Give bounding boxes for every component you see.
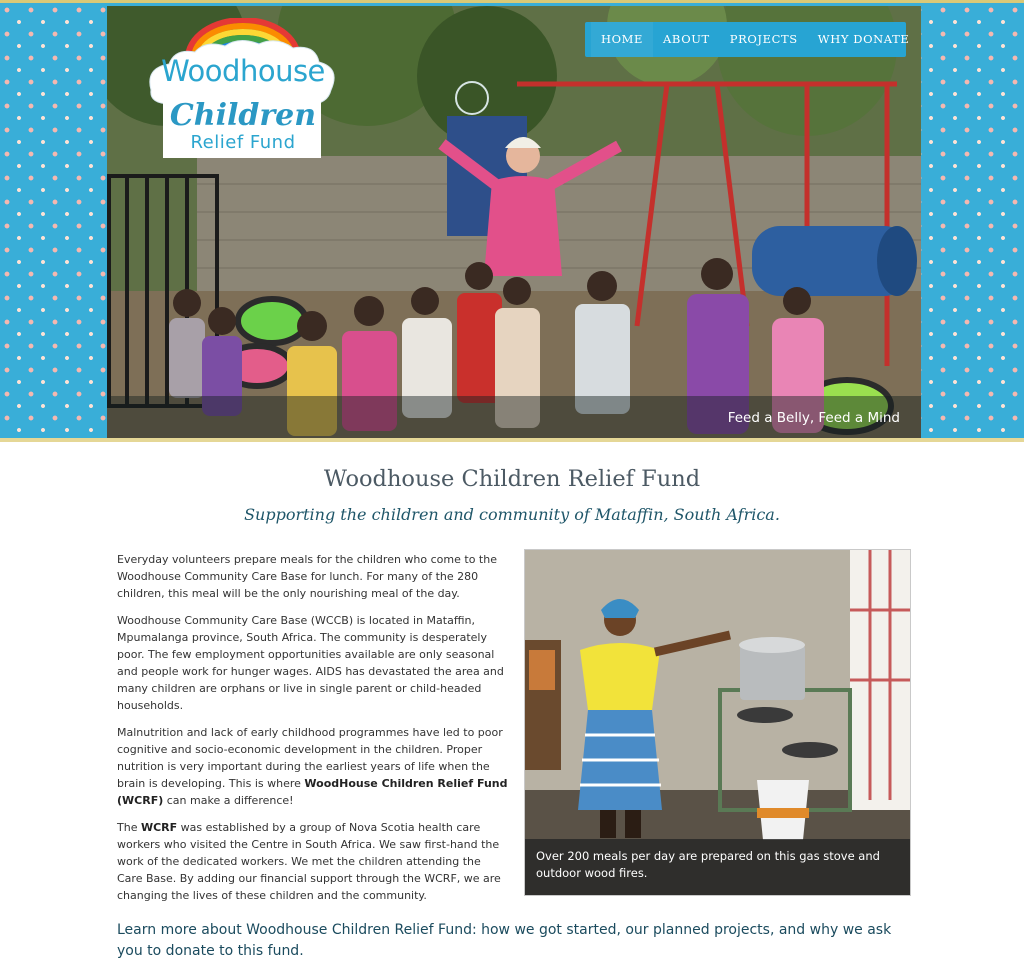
paragraph-founding	[117, 819, 509, 904]
nav-about[interactable]: ABOUT	[663, 32, 710, 46]
nav-why-donate[interactable]: WHY DONATE	[817, 32, 910, 46]
logo-text-relief-fund: Relief Fund	[190, 132, 296, 153]
logo-text-woodhouse: Woodhouse	[161, 54, 325, 88]
paragraph-text: can make a difference!	[163, 794, 294, 807]
logo-text-children: Children	[169, 98, 317, 133]
page-title: Woodhouse Children Relief Fund	[323, 466, 701, 492]
paragraph-location: Woodhouse Community Care Base (WCCB) is located in Mataffin, Mpumalanga province, South Africa. The community is desperately poor. The few employment opportunities available are only seasonal and people work for hunger wages. AIDS has devastated the area and many children are orphans or live in single parent or child-headed households.	[117, 614, 504, 712]
main-navigation	[585, 22, 910, 57]
paragraph-text: was established by a group of Nova Scotia health care workers who visited the Centre in South Africa. We saw first-hand the work of the dedicated workers. We met the children attending the Care Base. By adding our financial support through the WCRF, we are changing the lives of these children and the community.	[117, 821, 501, 902]
paragraph-meals: Everyday volunteers prepare meals for the children who come to the Woodhouse Community Care Base for lunch. For many of the 280 children, this meal will be the only nourishing meal of the day.	[117, 553, 497, 600]
bold-wcrf-name: WoodHouse Children Relief Fund (WCRF)	[117, 777, 508, 807]
nav-projects[interactable]: PROJECTS	[729, 32, 798, 46]
paragraph-text: Malnutrition and lack of early childhood programmes have led to poor cognitive and socio-economic development in the children. Proper nutrition is very important during the earliest years of life when the brain is developing. This is where	[117, 726, 503, 790]
photo-caption-bar	[525, 839, 910, 895]
kitchen-photo	[524, 549, 911, 896]
bold-wcrf: WCRF	[140, 821, 178, 834]
photo-caption: Over 200 meals per day are prepared on this gas stove and outdoor wood fires.	[536, 849, 880, 880]
paragraph-text: The	[117, 821, 141, 834]
nav-home[interactable]: HOME	[591, 22, 653, 57]
learn-more-link[interactable]: Learn more about Woodhouse Children Relief Fund: how we got started, our planned projects, and why we ask you to donate to this fund.	[117, 922, 892, 959]
paragraph-malnutrition	[117, 724, 509, 809]
page-subtitle: Supporting the children and community of Mataffin, South Africa.	[244, 505, 780, 524]
hero-image	[107, 6, 921, 438]
hero-caption: Feed a Belly, Feed a Mind	[727, 410, 900, 426]
site-logo[interactable]	[143, 18, 343, 158]
intro-text	[117, 551, 509, 914]
